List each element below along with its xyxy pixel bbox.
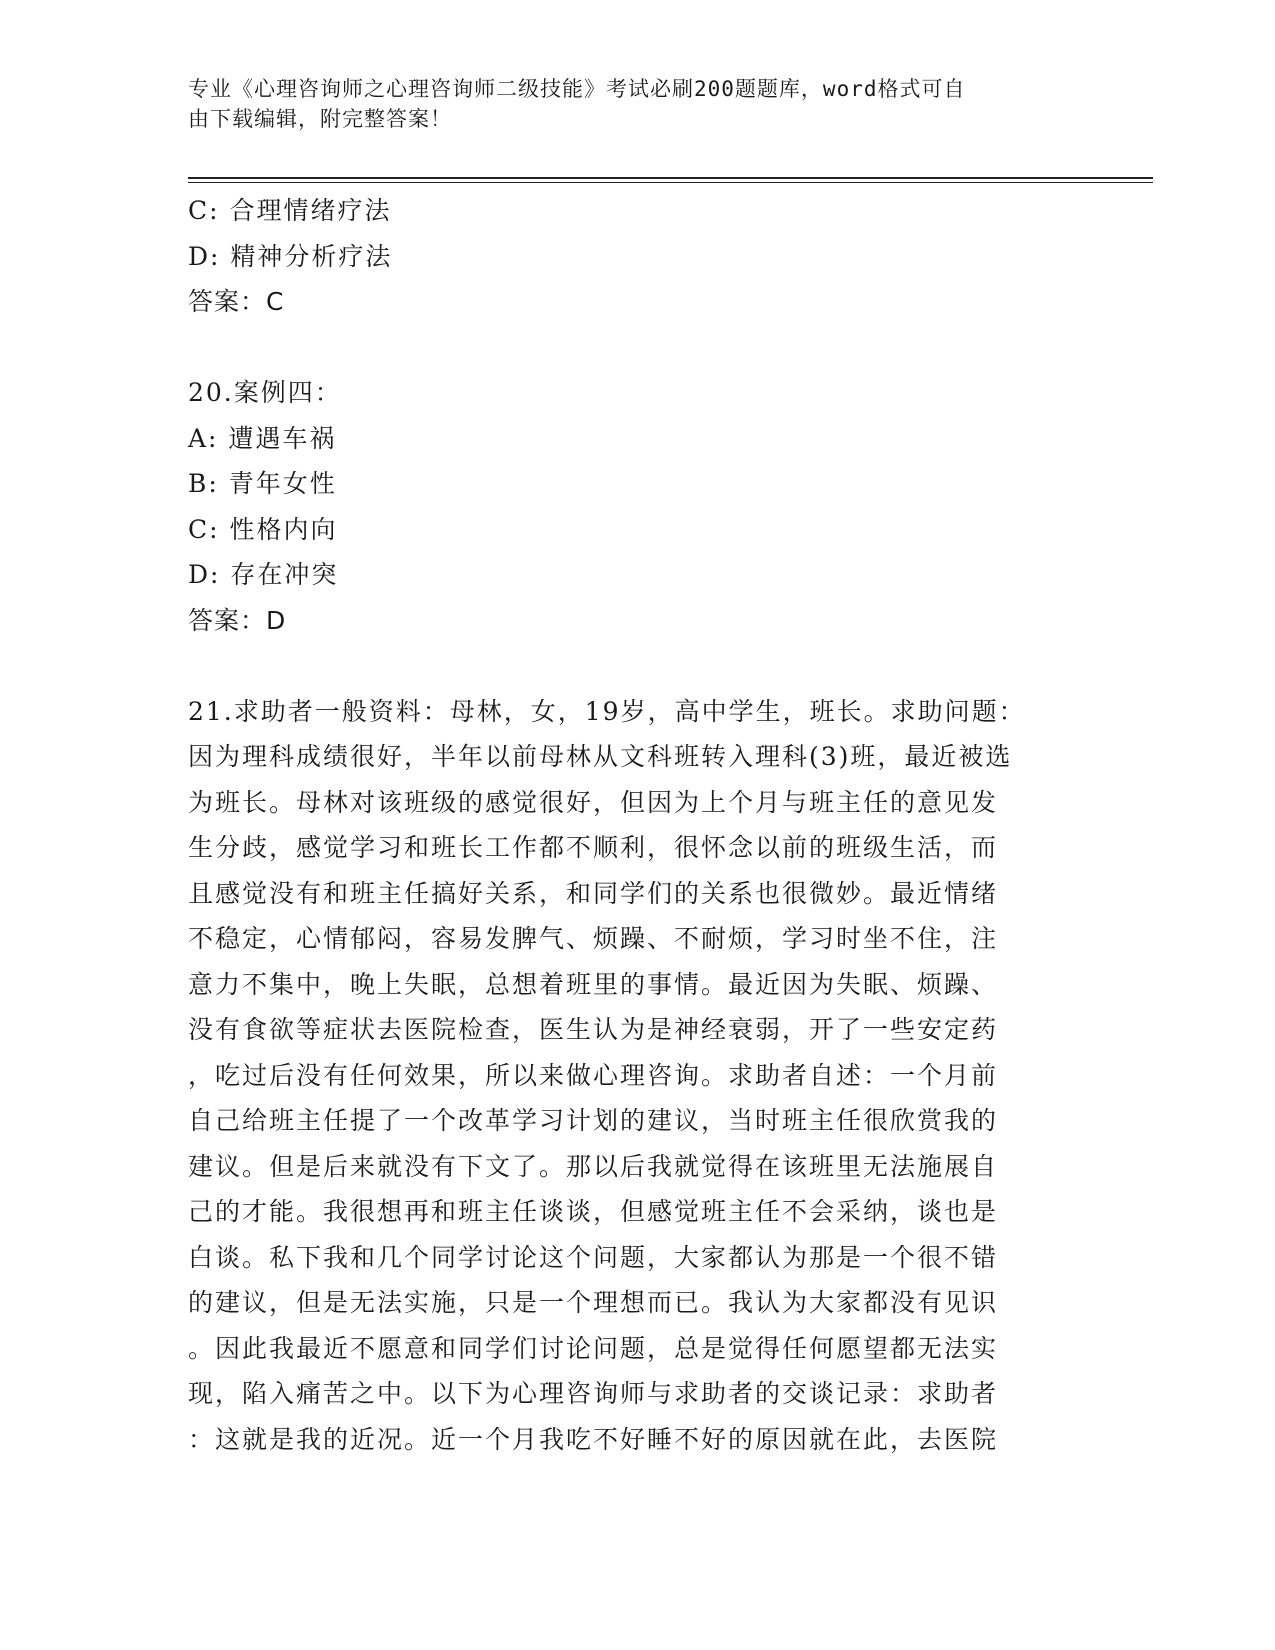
- paragraph-line: 的建议，但是无法实施，只是一个理想而已。我认为大家都没有见识: [188, 1288, 999, 1317]
- option-a: A: 遭遇车祸: [188, 423, 337, 453]
- page-header: [188, 74, 1068, 134]
- paragraph-line: 。因此我最近不愿意和同学们讨论问题，总是觉得任何愿望都无法实: [188, 1333, 999, 1363]
- question-21-paragraph: [188, 689, 1068, 1463]
- header-rule-thick: [188, 177, 1153, 179]
- option-b: B: 青年女性: [188, 469, 337, 498]
- answer-line: 答案：C: [188, 287, 285, 316]
- paragraph-line: 意力不集中，晚上失眠，总想着班里的事情。最近因为失眠、烦躁、: [188, 969, 999, 999]
- paragraph-line: 己的才能。我很想再和班主任谈谈，但感觉班主任不会采纳，谈也是: [188, 1197, 999, 1226]
- spacer: [188, 643, 1068, 689]
- option-c: C: 性格内向: [188, 514, 338, 544]
- paragraph-line: ：这就是我的近况。近一个月我吃不好睡不好的原因就在此，去医院: [188, 1424, 999, 1454]
- question-20: [188, 370, 1068, 643]
- paragraph-line: 建议。但是后来就没有下文了。那以后我就觉得在该班里无法施展自: [188, 1151, 999, 1181]
- header-line-2: 由下载编辑，附完整答案！: [188, 107, 452, 131]
- paragraph-line: 现，陷入痛苦之中。以下为心理咨询师与求助者的交谈记录：求助者: [188, 1379, 999, 1408]
- answer-line: 答案：D: [188, 605, 287, 635]
- paragraph-line: 不稳定，心情郁闷，容易发脾气、烦躁、不耐烦，学习时坐不住，注: [188, 924, 999, 953]
- paragraph-line: 为班长。母林对该班级的感觉很好，但因为上个月与班主任的意见发: [188, 787, 999, 817]
- paragraph-line: ，吃过后没有任何效果，所以来做心理咨询。求助者自述：一个月前: [188, 1060, 999, 1090]
- paragraph-line: 且感觉没有和班主任搞好关系，和同学们的关系也很微妙。最近情绪: [188, 878, 999, 908]
- header-line-1: 专业《心理咨询师之心理咨询师二级技能》考试必刷200题题库，word格式可自: [188, 77, 966, 101]
- paragraph-line: 因为理科成绩很好，半年以前母林从文科班转入理科(3)班，最近被选: [188, 742, 1013, 771]
- paragraph-line: 自己给班主任提了一个改革学习计划的建议，当时班主任很欣赏我的: [188, 1106, 999, 1135]
- question-stem: 20.案例四：: [188, 378, 342, 407]
- paragraph-line: 白谈。私下我和几个同学讨论这个问题，大家都认为那是一个很不错: [188, 1242, 999, 1272]
- paragraph-line: 没有食欲等症状去医院检查，医生认为是神经衰弱，开了一些安定药: [188, 1015, 999, 1044]
- document-body: [188, 188, 1068, 1462]
- paragraph-line: 生分歧，感觉学习和班长工作都不顺利，很怀念以前的班级生活，而: [188, 833, 999, 862]
- question-19-tail: [188, 188, 1068, 325]
- option-d: D: 精神分析疗法: [188, 241, 393, 271]
- option-d: D: 存在冲突: [188, 560, 339, 589]
- paragraph-line: 21.求助者一般资料：母林，女，19岁，高中学生，班长。求助问题：: [188, 696, 1026, 726]
- option-c: C: 合理情绪疗法: [188, 196, 392, 225]
- header-rule-thin: [188, 182, 1153, 183]
- spacer: [188, 325, 1068, 371]
